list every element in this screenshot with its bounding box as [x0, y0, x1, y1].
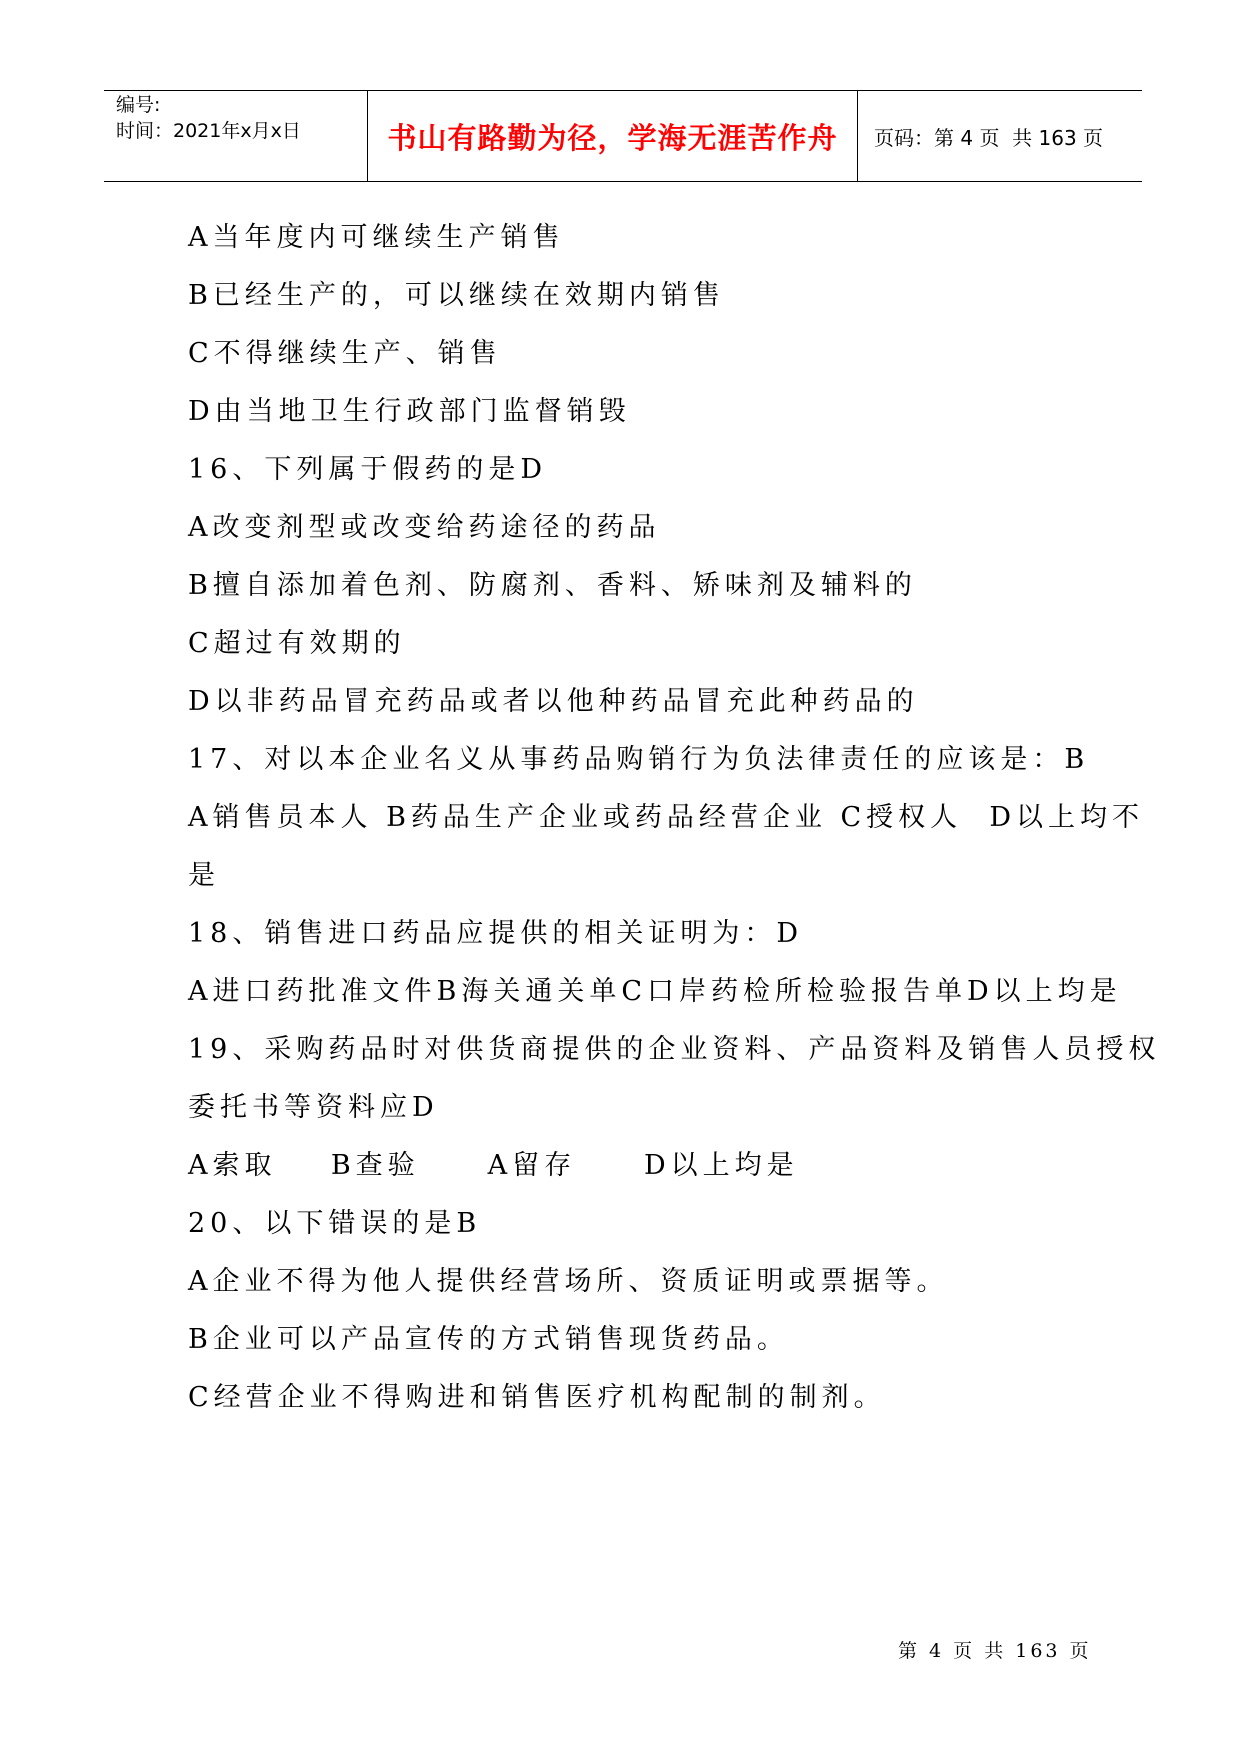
text-line: 是: [188, 860, 220, 891]
page-footer: 第 4 页 共 163 页: [898, 1640, 1092, 1662]
text-line: C经营企业不得购进和销售医疗机构配制的制剂。: [188, 1382, 886, 1413]
question-line: 17、对以本企业名义从事药品购销行为负法律责任的应该是：B: [188, 744, 1090, 775]
text-line: 委托书等资料应D: [188, 1092, 439, 1123]
text-line: B擅自添加着色剂、防腐剂、香料、矫味剂及辅料的: [188, 570, 917, 601]
text-line: A进口药批准文件B海关通关单C口岸药检所检验报告单D以上均是: [188, 976, 1122, 1007]
page-header: [104, 90, 1142, 182]
header-motto: 书山有路勤为径，学海无涯苦作舟: [368, 91, 858, 181]
text-line: A索取 B查验 A留存 D以上均是: [188, 1150, 799, 1181]
question-line: 19、采购药品时对供货商提供的企业资料、产品资料及销售人员授权: [188, 1034, 1161, 1065]
text-line: A当年度内可继续生产销售: [188, 222, 565, 253]
header-page-number: 页码：第 4 页 共 163 页: [874, 125, 1104, 150]
question-line: 18、销售进口药品应提供的相关证明为：D: [188, 918, 804, 949]
document-number-label: 编号:: [116, 94, 161, 116]
text-line: A企业不得为他人提供经营场所、资质证明或票据等。: [188, 1266, 949, 1297]
document-time-label: 时间：2021年x月x日: [116, 120, 301, 142]
text-line: C超过有效期的: [188, 628, 406, 659]
question-line: 20、以下错误的是B: [188, 1208, 482, 1239]
text-line: D由当地卫生行政部门监督销毁: [188, 396, 631, 427]
text-line: D以非药品冒充药品或者以他种药品冒充此种药品的: [188, 686, 919, 717]
text-line: A改变剂型或改变给药途径的药品: [188, 512, 661, 543]
text-line: B企业可以产品宣传的方式销售现货药品。: [188, 1324, 789, 1355]
text-line: B已经生产的，可以继续在效期内销售: [188, 280, 725, 311]
text-line: C不得继续生产、销售: [188, 338, 502, 369]
text-line: A销售员本人 B药品生产企业或药品经营企业 C授权人 D以上均不: [188, 802, 1144, 833]
question-line: 16、下列属于假药的是D: [188, 454, 548, 485]
header-info-cell: [104, 91, 368, 181]
